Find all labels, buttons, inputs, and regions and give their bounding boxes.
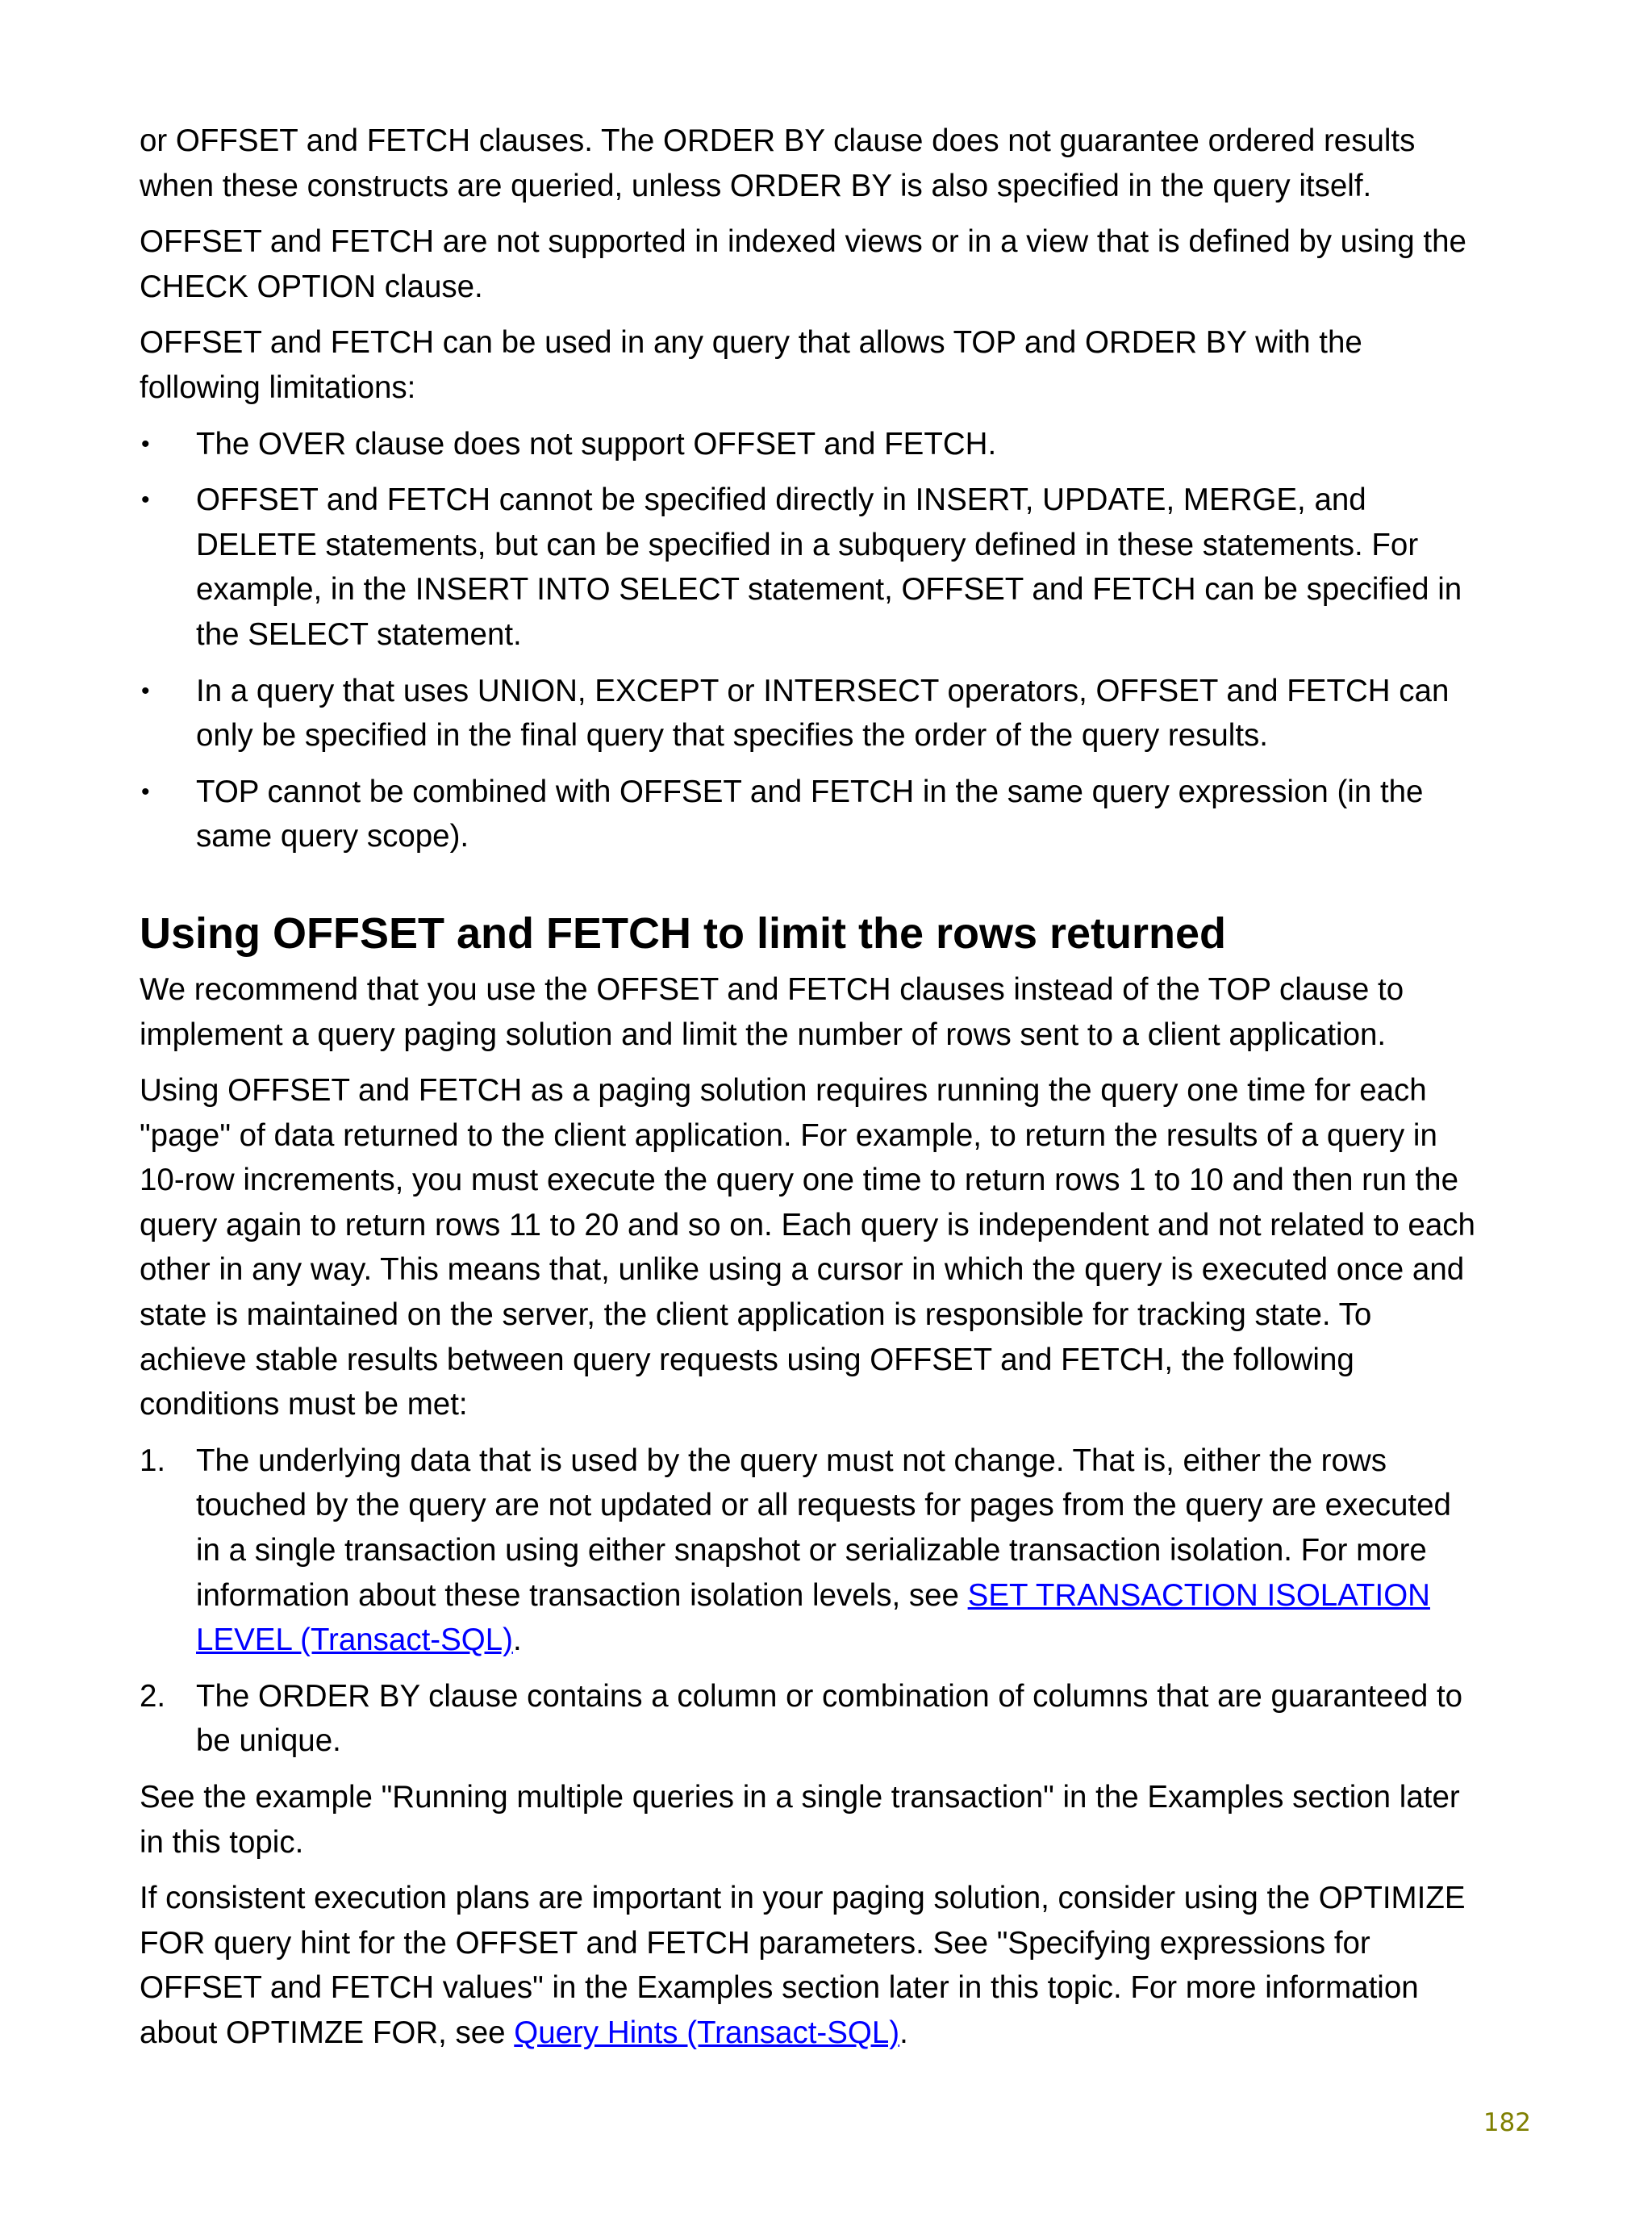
paragraph-limitations-intro — [140, 320, 1535, 410]
limitations-bullet-list — [140, 422, 1535, 859]
line: FOR query hint for the OFFSET and FETCH parameters. See "Specifying expressions for — [140, 1925, 1370, 1961]
line: TOP cannot be combined with OFFSET and FETCH in the same query expression (in the — [196, 774, 1424, 809]
punctuation: . — [512, 1623, 522, 1658]
paragraph-recommendation — [140, 967, 1535, 1057]
paragraph-order-by-note — [140, 119, 1535, 208]
line: OFFSET and FETCH values" in the Examples section later in this topic. For more information — [140, 1970, 1419, 2006]
bullet-icon: • — [141, 677, 150, 704]
list-number: 1. — [140, 1443, 166, 1478]
line: CHECK OPTION clause. — [140, 269, 483, 304]
paragraph-optimize-for — [140, 1876, 1535, 2055]
bullet-icon: • — [141, 778, 150, 805]
line: state is maintained on the server, the client application is responsible for tracking state. To — [140, 1297, 1372, 1333]
line: OFFSET and FETCH can be used in any query that allows TOP and ORDER BY with the — [140, 325, 1362, 361]
link-text: SET TRANSACTION ISOLATION — [967, 1577, 1430, 1613]
line: OFFSET and FETCH are not supported in indexed views or in a view that is defined by using the — [140, 224, 1466, 260]
line: be unique. — [196, 1723, 341, 1759]
line: 10-row increments, you must execute the query one time to return rows 1 to 10 and then run the — [140, 1163, 1458, 1198]
conditions-numbered-list — [140, 1439, 1535, 1764]
line: or OFFSET and FETCH clauses. The ORDER BY clause does not guarantee ordered results — [140, 123, 1416, 158]
list-item — [140, 770, 1535, 859]
line: The underlying data that is used by the query must not change. That is, either the rows — [196, 1443, 1387, 1478]
list-item — [140, 422, 1535, 467]
line: other in any way. This means that, unlike using a cursor in which the query is executed once and — [140, 1252, 1465, 1288]
paragraph-paging-solution — [140, 1068, 1535, 1427]
query-hints-link[interactable]: Query Hints (Transact-SQL) — [514, 2015, 900, 2050]
bullet-icon: • — [141, 487, 150, 514]
line: "page" of data returned to the client application. For example, to return the results of a query in — [140, 1117, 1437, 1153]
line: example, in the INSERT INTO SELECT statement, OFFSET and FETCH can be specified in — [196, 572, 1462, 608]
line: In a query that uses UNION, EXCEPT or INTERSECT operators, OFFSET and FETCH can — [196, 673, 1450, 708]
list-number: 2. — [140, 1678, 166, 1714]
list-item — [140, 478, 1535, 657]
list-item — [140, 669, 1535, 758]
line: only be specified in the final query that specifies the order of the query results. — [196, 718, 1269, 754]
line: The OVER clause does not support OFFSET and FETCH. — [196, 426, 997, 461]
line: the SELECT statement. — [196, 616, 522, 652]
line: in a single transaction using either snapshot or serializable transaction isolation. For more — [196, 1533, 1427, 1568]
paragraph-indexed-views-note — [140, 219, 1535, 309]
section-heading: Using OFFSET and FETCH to limit the rows returned — [140, 908, 1227, 958]
punctuation: . — [899, 2015, 908, 2050]
line: following limitations: — [140, 370, 416, 405]
line: conditions must be met: — [140, 1387, 468, 1422]
list-item — [140, 1674, 1535, 1764]
line: information about these transaction isolation levels, see — [196, 1577, 968, 1613]
page-content — [140, 119, 1535, 2067]
line: DELETE statements, but can be specified in a subquery defined in these statements. For — [196, 527, 1419, 562]
line: same query scope). — [196, 819, 469, 854]
line: OFFSET and FETCH cannot be specified directly in INSERT, UPDATE, MERGE, and — [196, 482, 1366, 518]
line: in this topic. — [140, 1824, 304, 1860]
bullet-icon: • — [141, 430, 150, 457]
line: If consistent execution plans are important in your paging solution, consider using the OPTIMIZE — [140, 1881, 1466, 1916]
list-item — [140, 1439, 1535, 1663]
page-number: 182 — [1483, 2108, 1531, 2137]
line: when these constructs are queried, unless ORDER BY is also specified in the query itself. — [140, 168, 1372, 203]
line: achieve stable results between query requests using OFFSET and FETCH, the following — [140, 1342, 1354, 1377]
line: about OPTIMZE FOR, see — [140, 2015, 515, 2050]
line: implement a query paging solution and limit the number of rows sent to a client application. — [140, 1017, 1387, 1052]
line: The ORDER BY clause contains a column or combination of columns that are guaranteed to — [196, 1678, 1463, 1714]
line: See the example "Running multiple queries in a single transaction" in the Examples section later — [140, 1780, 1460, 1815]
line: Using OFFSET and FETCH as a paging solution requires running the query one time for each — [140, 1073, 1427, 1109]
line: query again to return rows 11 to 20 and so on. Each query is independent and not related to each — [140, 1207, 1475, 1242]
paragraph-see-example — [140, 1775, 1535, 1865]
line: We recommend that you use the OFFSET and FETCH clauses instead of the TOP clause to — [140, 971, 1404, 1007]
line: touched by the query are not updated or all requests for pages from the query are executed — [196, 1488, 1451, 1523]
link-text: LEVEL (Transact-SQL) — [196, 1623, 513, 1658]
